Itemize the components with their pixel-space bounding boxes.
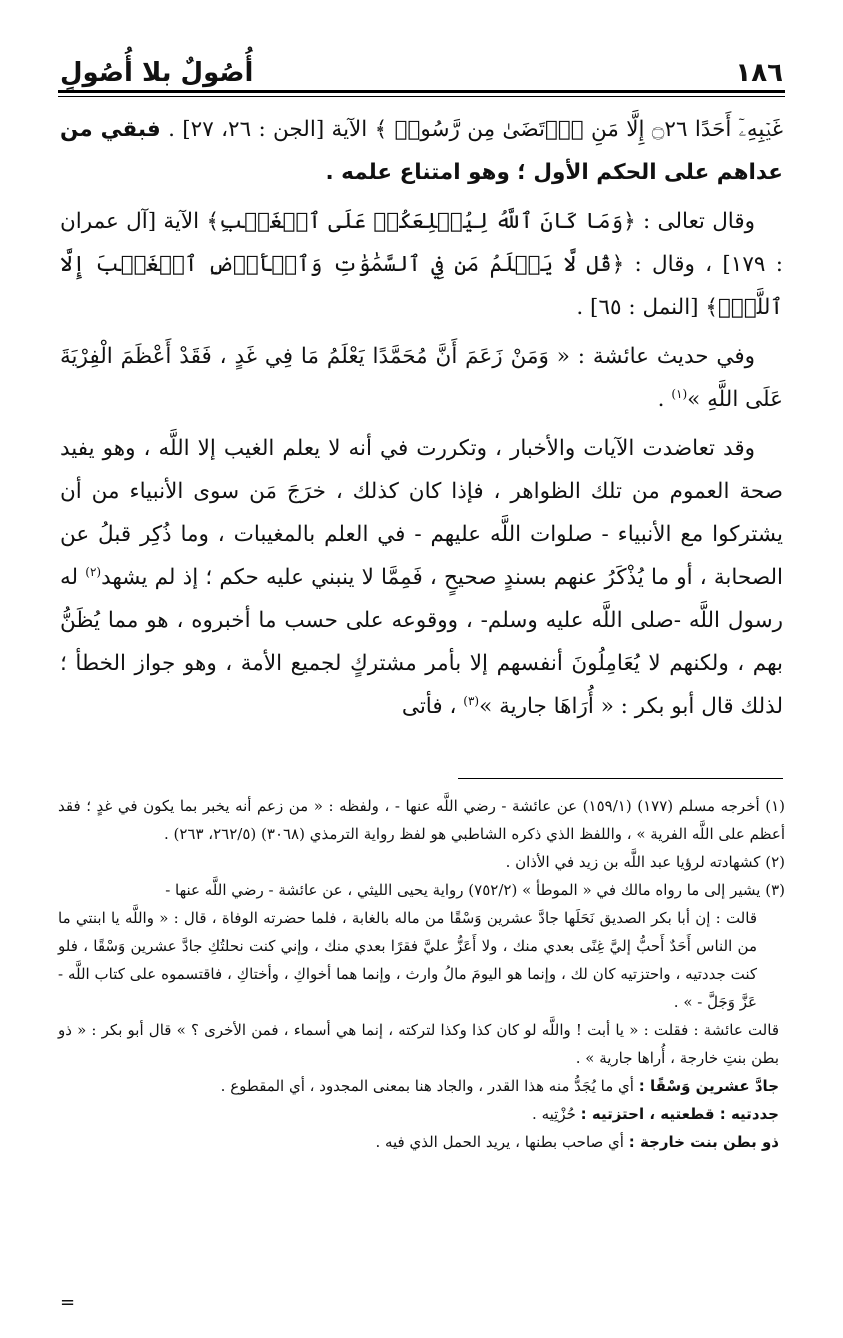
- quran-verse: ﴿قُل لَّا يَعۡلَمُ مَن فِي ٱلسَّمَٰوَٰتِ وَٱلۡأَرۡضِ ٱلۡغَيۡبَ إِلَّا ٱللَّهُۚ﴾: [60, 252, 783, 320]
- gloss-3: [58, 1128, 785, 1156]
- running-title: أُصُولٌ بلا أُصُولٍ: [60, 58, 254, 88]
- quran-verse: ﴿وَمَا كَانَ ٱللَّهُ لِيُطۡلِعَكُمۡ عَلَى ٱلۡغَيۡبِ﴾: [206, 209, 636, 234]
- continuation-mark: =: [60, 1292, 76, 1313]
- intro-text: وقال تعالى :: [643, 209, 756, 234]
- verse-reference: الآية [آل عمران : ١٧٩] ، وقال :: [60, 209, 783, 277]
- verse-reference: الآية [الجن : ٢٦، ٢٧] .: [168, 117, 368, 142]
- main-text: [60, 108, 783, 734]
- header-rule-thick: [58, 90, 785, 93]
- hadith-text: وفي حديث عائشة : « وَمَنْ زَعَمَ أَنَّ مُحَمَّدًا يَعْلَمُ مَا فِي غَدٍ ، فَقَدْ أَعْظَمَ الْفِرْيَةَ عَلَى اللَّهِ »: [60, 344, 783, 412]
- quran-verse: غَيۡبِهِۦٓ أَحَدًا ۝٢٦ إِلَّا مَنِ ٱرۡتَضَىٰ مِن رَّسُولٖ: [394, 117, 783, 142]
- body-text-segment: له رسول اللَّه -صلى اللَّه عليه وسلم- ، ووقوعه على حسب ما أخبروه ، هو مما يُظَنُّ بهم ، ولكنهم لا يُعَامِلُونَ أنفسهم إلا بأمر مشتركٍ لجميع الأمة ، وهو جواز الخطأ ؛ لذلك قال أبو بكر : « أُرَاهَا جارية »: [60, 565, 783, 719]
- body-text-segment: ، فأتى: [401, 694, 464, 719]
- paragraph-4: [60, 427, 783, 728]
- paragraph-1: غَيۡبِهِۦٓ أَحَدًا ۝٢٦ إِلَّا مَنِ ٱرۡتَضَىٰ مِن رَّسُولٖ ﴾ الآية [الجن : ٢٦، ٢٧] . فبقي من عداهم على الحكم الأول ؛ وهو امتناع علمه .: [60, 117, 783, 185]
- footnote-marker: (٣): [463, 693, 480, 708]
- footnote-3-dialogue: قالت عائشة : فقلت : « يا أبت ! واللَّه لو كان كذا وكذا لتركته ، إنما هي أسماء ، فمن الأخرى ؟ » قال أبو بكر : « ذو بطن بنتِ خارجة ، أُراها جارية » .: [58, 1021, 779, 1067]
- footnote-1: (١) أخرجه مسلم (١٧٧) (١٥٩/١) عن عائشة - رضي اللَّه عنها - ، ولفظه : « من زعم أنه يخبر بما يكون في غدٍ ؛ فقد أعظم على اللَّه الفرية » ، واللفظ الذي ذكره الشاطبي هو لفظ رواية الترمذي (٣٠٦٨) (٢٦٢/٥، ٢٦٣) .: [58, 797, 785, 843]
- footnote-2: (٢) كشهادته لرؤيا عبد اللَّه بن زيد في الأذان .: [505, 853, 785, 871]
- page-number: ١٨٦: [735, 58, 783, 88]
- sentence-end: .: [657, 387, 672, 412]
- footnote-marker: (١): [671, 386, 688, 401]
- footnote-separator: [458, 778, 783, 779]
- gloss-2: [58, 1100, 785, 1128]
- body-text-segment: وقد تعاضدت الآيات والأخبار ، وتكررت في أنه لا يعلم الغيب إلا اللَّه ، وهو يفيد صحة العموم من تلك الظواهر ، فإذا كان كذلك ، خرَجَ مَن سوى الأنبياء من أن يشتركوا مع الأنبياء - صلوات اللَّه عليهم - في العلم بالمغيبات ، وما ذُكِر قبلُ عن الصحابة ، أو ما يُذْكَرُ عنهم بسندٍ صحيحٍ ، فَمِمَّا لا ينبني عليه حكم ؛ إذ لم يشهد: [60, 436, 783, 590]
- paragraph-3: [60, 335, 783, 421]
- gloss-definition: أي صاحب بطنها ، يريد الحمل الذي فيه .: [375, 1133, 629, 1151]
- paragraph-2: [60, 200, 783, 329]
- gloss-term: جددتيه : قطعتيه ، احتزتيه :: [580, 1105, 779, 1123]
- footnotes: [58, 792, 785, 1156]
- gloss-definition: حُزْتِيه .: [532, 1105, 581, 1123]
- verse-reference: [النمل : ٦٥] .: [576, 295, 699, 320]
- gloss-term: ذو بطن بنت خارجة :: [628, 1133, 779, 1151]
- gloss-term: جادَّ عشرين وَسْقًا :: [638, 1077, 779, 1095]
- header-rule-thin: [58, 96, 785, 97]
- bold-text: فبقي من عداهم على الحكم الأول ؛ وهو امتناع علمه .: [60, 117, 783, 185]
- gloss-1: [58, 1072, 785, 1100]
- footnote-3: (٣) يشير إلى ما رواه مالك في « الموطأ » (٧٥٢/٢) رواية يحيى الليثي ، عن عائشة - رضي اللَّه عنها -: [165, 881, 785, 899]
- footnote-3-quote: قالت : إن أبا بكر الصديق نَحَلَها جادَّ عشرين وَسْقًا من ماله بالغابة ، فلما حضرته الوفاة ، قال : « واللَّه يا ابنتي ما من الناس أَحَدٌ أَحبُّ إليَّ غِنًى بعدي منك ، ولا أَعَزُّ عليَّ فقرًا بعدي منك ، وإني كنت نحلتُكِ جادَّ عشرين وَسْقًا ، فلو كنت جددتيه ، واحتزتيه كان لك ، وإنما هو اليومَ مالُ وارث ، وإنما هما أخواكِ ، وأختاكِ ، فاقتسموه على كتاب اللَّه - عَزَّ وَجَلَّ - » .: [58, 909, 757, 1011]
- gloss-definition: أي ما يُجَدُّ منه هذا القدر ، والجاد هنا بمعنى المجدود ، أي المقطوع .: [220, 1077, 639, 1095]
- footnote-marker: (٢): [85, 564, 102, 579]
- page-header: [60, 40, 783, 88]
